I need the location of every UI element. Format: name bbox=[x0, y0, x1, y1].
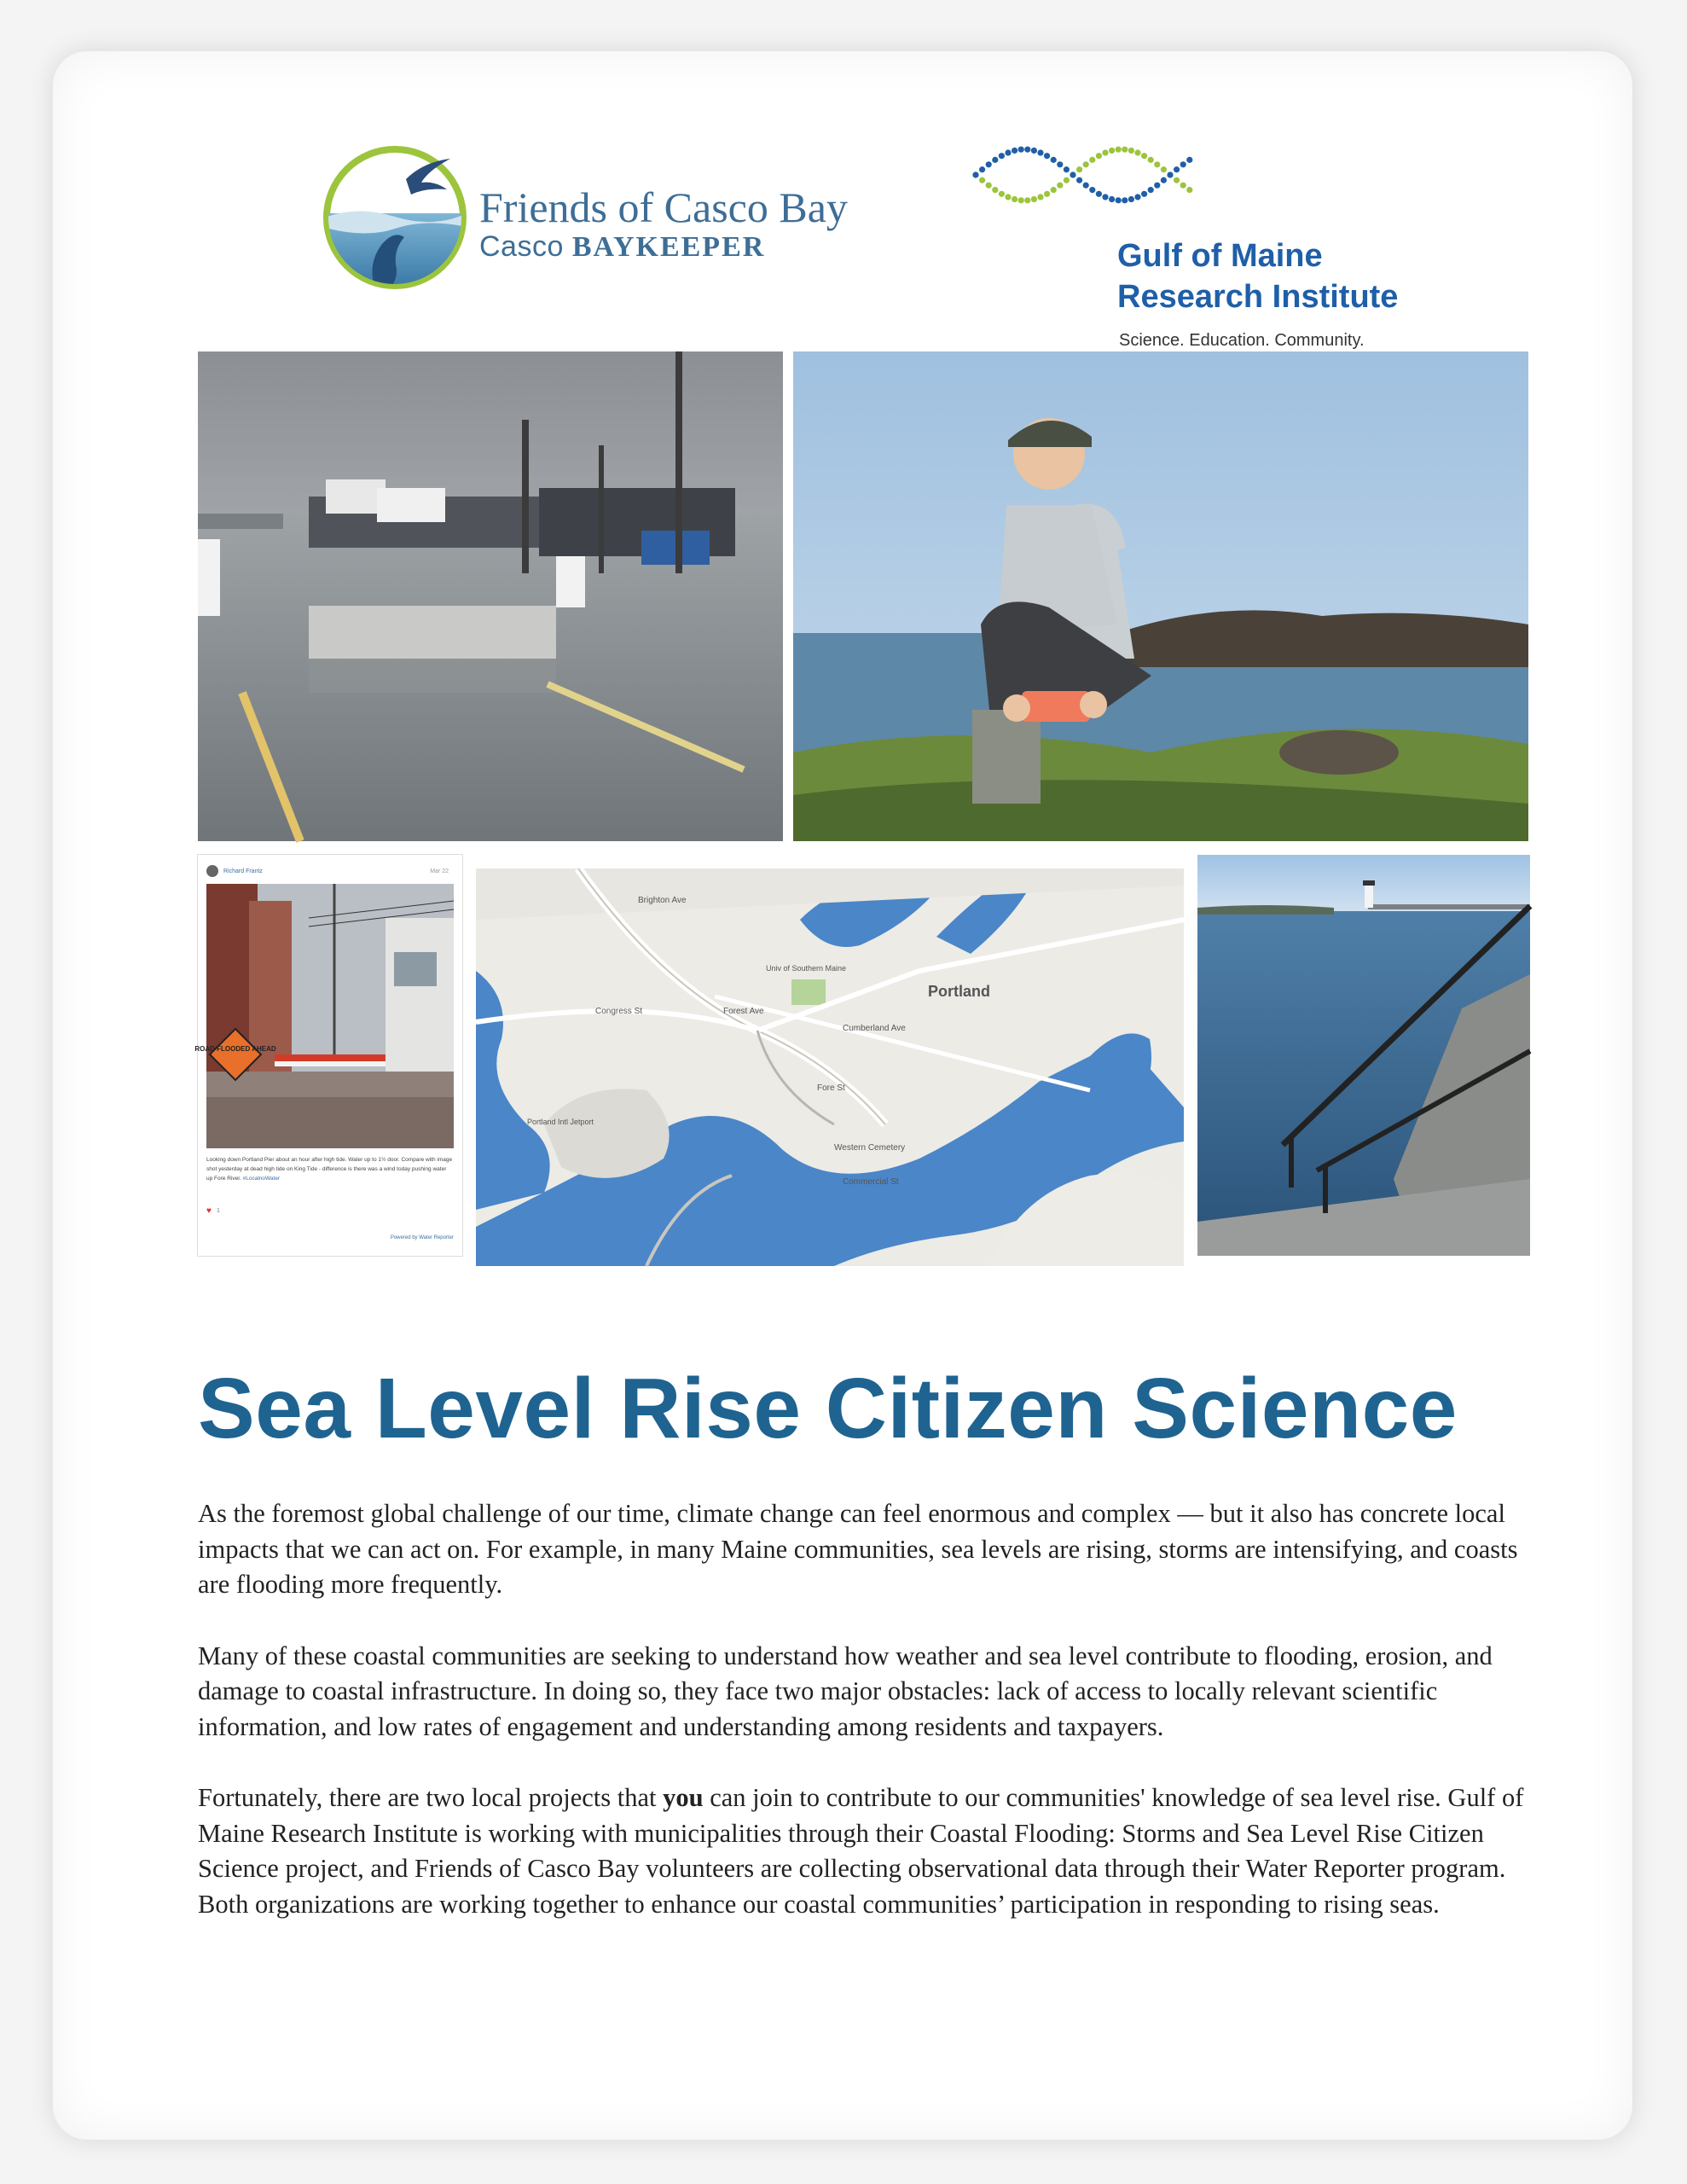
map-label: Commercial St bbox=[843, 1177, 899, 1187]
dna-dot bbox=[1116, 147, 1122, 153]
dna-dot bbox=[1070, 171, 1075, 177]
post-header bbox=[206, 863, 454, 880]
road-flooded-sign-text: ROAD FLOODED AHEAD bbox=[194, 1045, 276, 1053]
map-label: Western Cemetery bbox=[834, 1143, 906, 1153]
dna-dot bbox=[1057, 161, 1063, 167]
page-title: Sea Level Rise Citizen Science bbox=[198, 1361, 1458, 1456]
dna-dot bbox=[1186, 157, 1192, 163]
dna-dot bbox=[1134, 149, 1140, 155]
paragraph-projects-lead: Fortunately, there are two local projects that bbox=[198, 1783, 664, 1812]
dna-dot bbox=[1122, 147, 1128, 153]
post-caption-text: Looking down Portland Pier about an hour after high tide. Water up to 1½ door. Compare with image shot yesterday at dead high tide on King Tide - difference is there was a wind today pushing water up Fore River. bbox=[206, 1157, 453, 1182]
avatar bbox=[206, 865, 218, 877]
lighthouse-harbor-photo bbox=[1197, 855, 1530, 1256]
dna-dot bbox=[1128, 148, 1134, 154]
map-label: Fore St bbox=[817, 1083, 845, 1093]
dna-dots-icon bbox=[969, 136, 1199, 213]
dna-dot bbox=[999, 153, 1005, 159]
dna-dot bbox=[1064, 177, 1070, 183]
portland-flood-map bbox=[476, 868, 1184, 1266]
dna-dot bbox=[1122, 197, 1128, 203]
gmri-logo bbox=[969, 136, 1446, 358]
dna-dot bbox=[992, 157, 998, 163]
dna-dot bbox=[1141, 191, 1147, 197]
dna-dot bbox=[1161, 166, 1167, 172]
dna-dot bbox=[1116, 197, 1122, 203]
flooded-pier-photo bbox=[198, 351, 783, 841]
gmri-logo-name bbox=[1117, 235, 1398, 317]
dna-dot bbox=[999, 191, 1005, 197]
dna-dot bbox=[1024, 197, 1030, 203]
dna-dot bbox=[1180, 183, 1186, 189]
dna-dot bbox=[1018, 197, 1024, 203]
flooded-street-photo bbox=[194, 884, 454, 1148]
dna-dot bbox=[1064, 166, 1070, 172]
post-date: Mar 22 bbox=[430, 868, 449, 874]
dna-dot bbox=[1174, 177, 1180, 183]
post-caption bbox=[206, 1155, 454, 1183]
dna-dot bbox=[972, 171, 978, 177]
post-author[interactable]: Richard Frantz bbox=[223, 868, 263, 874]
volunteer-measuring-photo bbox=[793, 351, 1528, 841]
map-label: Brighton Ave bbox=[638, 896, 687, 905]
dna-dot bbox=[1102, 194, 1108, 200]
dna-dot bbox=[979, 177, 985, 183]
dna-dot bbox=[1161, 177, 1167, 183]
dna-dot bbox=[1141, 153, 1147, 159]
post-like-count: 1 bbox=[217, 1208, 220, 1214]
map-label: Univ of Southern Maine bbox=[766, 964, 847, 973]
dna-dot bbox=[1076, 177, 1082, 183]
flyer-page bbox=[53, 51, 1632, 2140]
gmri-tagline: Science. Education. Community. bbox=[1119, 331, 1365, 350]
dna-dot bbox=[986, 183, 992, 189]
dna-dot bbox=[1044, 153, 1050, 159]
dna-dot bbox=[1148, 187, 1154, 193]
dna-dot bbox=[986, 161, 992, 167]
dna-dot bbox=[979, 166, 985, 172]
dna-dot bbox=[1154, 161, 1160, 167]
dna-dot bbox=[1031, 196, 1037, 202]
map-label: Congress St bbox=[595, 1007, 643, 1016]
dna-dot bbox=[1076, 166, 1082, 172]
heart-icon[interactable]: ♥ bbox=[206, 1206, 212, 1216]
dna-dot bbox=[1018, 147, 1024, 153]
post-footer[interactable]: Powered by Water Reporter bbox=[390, 1235, 454, 1240]
dna-dot bbox=[1096, 191, 1102, 197]
fcb-logo-subtitle bbox=[479, 230, 765, 264]
dna-dot bbox=[1024, 147, 1030, 153]
dna-dot bbox=[1089, 187, 1095, 193]
dna-dot bbox=[1148, 157, 1154, 163]
paragraph-projects-rest: can join to contribute to our communities' knowledge of sea level rise. Gulf of Maine Research Institute is working with municipalities through their Coastal Flooding: Storms and Sea Level Rise Citizen Science project, and Friends of Casco Bay volunteers are collecting observational data through their Water Reporter program. Both organizations are working together to enhance our coastal communities’ participation in responding to rising seas. bbox=[198, 1783, 1524, 1919]
dna-dot bbox=[1051, 187, 1057, 193]
gmri-name-line1: Gulf of Maine bbox=[1117, 238, 1323, 274]
dna-dot bbox=[1057, 183, 1063, 189]
dna-dot bbox=[1109, 148, 1115, 154]
dna-dot bbox=[1083, 161, 1089, 167]
fcb-sub-prefix: Casco bbox=[479, 230, 564, 263]
dna-dot bbox=[992, 187, 998, 193]
paragraph-obstacles: Many of these coastal communities are seeking to understand how weather and sea level contribute to flooding, erosion, and damage to coastal infrastructure. In doing so, they face two major obstacles: lack of access to locally relevant scientific information, and low rates of engagement and understanding among residents and taxpayers. bbox=[198, 1641, 1493, 1741]
dna-dot bbox=[1083, 183, 1089, 189]
fcb-logo-name: Friends of Casco Bay bbox=[479, 183, 848, 231]
paragraph-intro: As the foremost global challenge of our time, climate change can feel enormous and complex — but it also has concrete local impacts that we can act on. For example, in many Maine communities, sea levels are rising, storms are intensifying, and coasts are flooding more frequently. bbox=[198, 1499, 1518, 1599]
post-hashtag[interactable]: #LocalnoWater bbox=[242, 1176, 281, 1182]
dna-dot bbox=[1167, 171, 1173, 177]
dna-dot bbox=[1154, 183, 1160, 189]
map-label: Portland Intl Jetport bbox=[527, 1118, 594, 1126]
dna-dot bbox=[1037, 149, 1043, 155]
casco-bay-bird-fish-icon bbox=[322, 145, 467, 290]
dna-dot bbox=[1005, 194, 1011, 200]
dna-dot bbox=[1005, 149, 1011, 155]
dna-dot bbox=[1180, 161, 1186, 167]
dna-dot bbox=[1012, 196, 1017, 202]
water-reporter-post bbox=[194, 855, 462, 1256]
fcb-sub-baykeeper: BAYKEEPER bbox=[571, 231, 766, 263]
dna-dot bbox=[1096, 153, 1102, 159]
map-label: Forest Ave bbox=[723, 1007, 764, 1016]
dna-dot bbox=[1037, 194, 1043, 200]
map-label: Portland bbox=[928, 983, 991, 1000]
dna-dot bbox=[1128, 196, 1134, 202]
dna-dot bbox=[1109, 196, 1115, 202]
dna-dot bbox=[1051, 157, 1057, 163]
dna-dot bbox=[1174, 166, 1180, 172]
map-label: Cumberland Ave bbox=[843, 1024, 906, 1033]
dna-dot bbox=[1186, 187, 1192, 193]
dna-dot bbox=[1102, 149, 1108, 155]
gmri-name-line2: Research Institute bbox=[1117, 279, 1399, 315]
dna-dot bbox=[1044, 191, 1050, 197]
dna-dot bbox=[1012, 148, 1017, 154]
friends-of-casco-bay-logo bbox=[322, 145, 971, 307]
dna-dot bbox=[1031, 148, 1037, 154]
paragraph-projects-emphasis: you bbox=[663, 1783, 704, 1812]
body-text bbox=[198, 1496, 1545, 1958]
dna-dot bbox=[1089, 157, 1095, 163]
dna-dot bbox=[1134, 194, 1140, 200]
paragraph-projects bbox=[198, 1780, 1545, 1922]
